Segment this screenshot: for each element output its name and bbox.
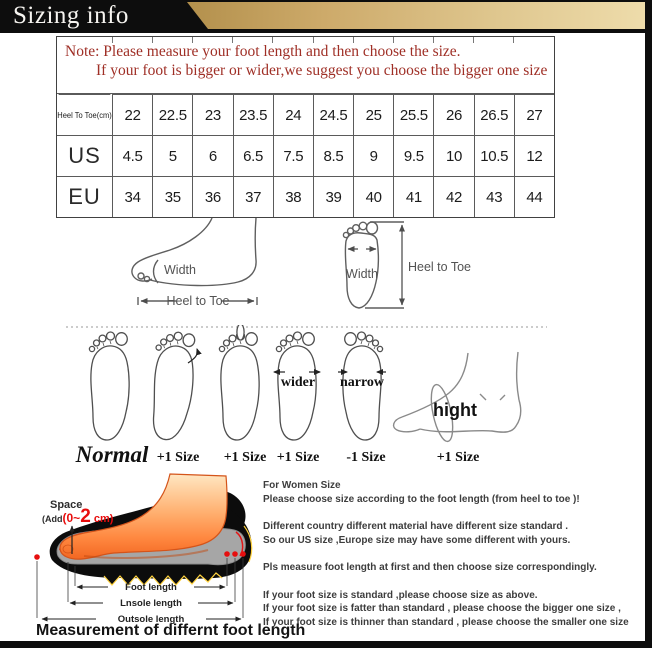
size-table-cell: 27 [514, 94, 554, 135]
label-wider: wider [280, 375, 316, 390]
side-foot-length-label: Heel to Toe [166, 294, 230, 308]
measure-diagrams [0, 216, 652, 326]
adjust-wider: +1 Size [276, 450, 320, 465]
note-line-1: Note: Please measure your foot length and then choose the size. [65, 43, 461, 60]
label-normal: Normal [75, 442, 149, 467]
size-guide-line: For Women Size [263, 480, 341, 491]
size-table-cell: 34 [112, 176, 152, 217]
shoe-illustration [50, 474, 252, 585]
size-table-cell: 25.5 [393, 94, 433, 135]
size-table-cell: 37 [233, 176, 273, 217]
size-guide-spacer [263, 506, 643, 520]
foot-height-diagram [394, 352, 521, 443]
size-guide-line: If your foot size is standard ,please choose size as above. [263, 589, 538, 601]
size-guide-line: Please choose size according to the foot length (from heel to toe )! [263, 493, 580, 505]
size-table-cell: 10.5 [474, 135, 514, 176]
size-table-cell: 9.5 [393, 135, 433, 176]
size-table-cell: 38 [273, 176, 313, 217]
bottom-border-strip [0, 641, 652, 648]
size-table-cell: 39 [313, 176, 353, 217]
size-table-cell: 25 [353, 94, 393, 135]
side-foot-diagram [132, 218, 257, 305]
size-table-row-label: Heel To Toe(cm) [59, 94, 111, 135]
size-table-cell: 8.5 [313, 135, 353, 176]
gold-ribbon [187, 2, 645, 29]
right-border-strip [645, 0, 652, 648]
size-table-row-label: US [57, 135, 112, 176]
label-hight: hight [433, 400, 477, 420]
size-guide-line: Different country different material have different size standard . [263, 521, 569, 532]
size-table-cell: 36 [192, 176, 232, 217]
footprint-width-label: Width [346, 267, 378, 281]
size-grid [57, 94, 554, 217]
footprint-long [219, 325, 259, 440]
bottom-caption: Measurement of differnt foot length [36, 622, 306, 639]
page-title: Sizing info [13, 2, 129, 29]
size-table-cell: 9 [353, 135, 393, 176]
adjust-narrow: -1 Size [346, 450, 386, 465]
size-table-cell: 43 [474, 176, 514, 217]
shoe-measurement-diagram [8, 470, 268, 628]
foot-length-label: Foot length [125, 582, 177, 593]
size-guide-line: So our US size ,Europe size may have some different with yours. [263, 534, 571, 546]
size-table-cell: 4.5 [112, 135, 152, 176]
size-guide-text [263, 479, 643, 629]
space-add-label: (Add(0~2 cm) [42, 506, 114, 527]
label-narrow: narrow [339, 375, 385, 390]
adjust-out: +1 Size [156, 450, 200, 465]
outsole-length-label: Outsole length [117, 614, 185, 625]
note-row [57, 37, 554, 94]
size-table-cell: 41 [393, 176, 433, 217]
footprint-diagram [343, 222, 404, 308]
size-table-cell: 24 [273, 94, 313, 135]
size-table-cell: 12 [514, 135, 554, 176]
size-table-cell: 26 [433, 94, 473, 135]
size-table-cell: 10 [433, 135, 473, 176]
size-table-cell: 22.5 [152, 94, 192, 135]
size-guide-line: If your foot size is thinner than standard , please choose the smaller one size [263, 616, 629, 628]
insole-length-label: Lnsole length [120, 598, 182, 609]
footprint-out [148, 330, 197, 441]
size-table-cell: 23 [192, 94, 232, 135]
adjust-hight: +1 Size [436, 450, 480, 465]
side-foot-width-label: Width [164, 263, 196, 277]
size-guide-line: Pls measure foot length at first and then choose size correspondingly. [263, 562, 597, 573]
size-guide-line: If your foot size is fatter than standard , please choose the bigger one size , [263, 603, 621, 614]
size-table [56, 36, 555, 218]
size-table-row-label: EU [57, 176, 112, 217]
size-table-cell: 24.5 [313, 94, 353, 135]
size-table-cell: 26.5 [474, 94, 514, 135]
size-table-cell: 5 [152, 135, 192, 176]
size-guide-spacer [263, 575, 643, 589]
footprint-normal [89, 332, 129, 440]
note-line-2: If your foot is bigger or wider,we suggest you choose the bigger one size [96, 62, 548, 79]
adjust-long: +1 Size [223, 450, 267, 465]
size-table-cell: 40 [353, 176, 393, 217]
size-table-cell: 44 [514, 176, 554, 217]
size-table-cell: 35 [152, 176, 192, 217]
size-table-cell: 22 [112, 94, 152, 135]
size-table-cell: 6.5 [233, 135, 273, 176]
size-table-cell: 6 [192, 135, 232, 176]
size-guide-spacer [263, 547, 643, 561]
title-banner [0, 0, 652, 33]
footprint-length-label: Heel to Toe [408, 260, 472, 274]
size-table-cell: 23.5 [233, 94, 273, 135]
note-text [57, 42, 554, 80]
space-label: Space [50, 499, 83, 511]
size-table-cell: 7.5 [273, 135, 313, 176]
foot-fit-guide [0, 325, 652, 470]
size-table-cell: 42 [433, 176, 473, 217]
